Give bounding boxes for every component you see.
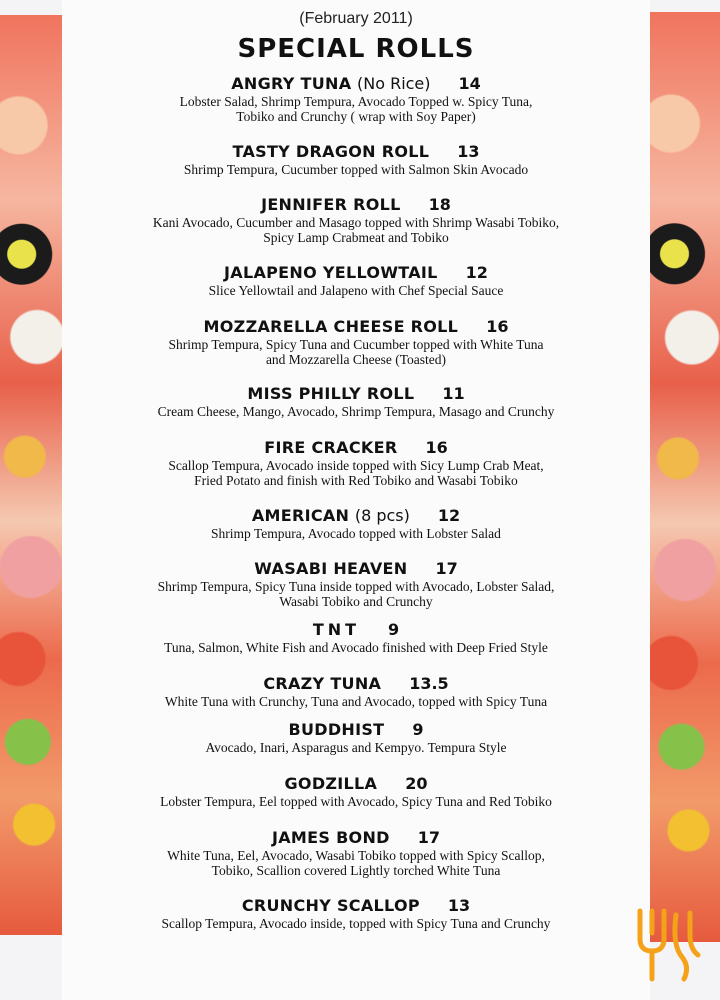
menu-title: SPECIAL ROLLS [237, 34, 475, 64]
item-price: 9 [412, 720, 424, 739]
item-note: (No Rice) [356, 74, 431, 93]
item-name: MISS PHILLY ROLL [247, 384, 415, 403]
item-desc-line: Scallop Tempura, Avocado inside, topped with Spicy Tuna and Crunchy [161, 916, 551, 931]
item-price: 17 [435, 559, 458, 578]
menu-item-mozzarella-cheese-roll [62, 317, 650, 367]
menu-item-wasabi-heaven [62, 559, 650, 609]
sushi-photo-right-border [650, 12, 720, 942]
item-name: JALAPENO YELLOWTAIL [224, 263, 438, 282]
item-note: (8 pcs) [354, 506, 410, 525]
item-desc-line: White Tuna with Crunchy, Tuna and Avocado, topped with Spicy Tuna [164, 694, 548, 709]
item-name: JAMES BOND [271, 828, 390, 847]
item-desc-line: Scallop Tempura, Avocado inside topped with Sicy Lump Crab Meat, [168, 458, 544, 473]
item-price: 16 [486, 317, 509, 336]
item-name: FIRE CRACKER [264, 438, 398, 457]
item-desc-line: Tuna, Salmon, White Fish and Avocado finished with Deep Fried Style [164, 640, 548, 655]
item-name: TNT [312, 620, 361, 639]
item-desc-line: Shrimp Tempura, Cucumber topped with Salmon Skin Avocado [183, 162, 529, 177]
menu-date: (February 2011) [299, 10, 413, 27]
item-name: CRUNCHY SCALLOP [241, 896, 420, 915]
item-price: 17 [417, 828, 440, 847]
item-price: 12 [437, 506, 461, 525]
item-name: MOZZARELLA CHEESE ROLL [203, 317, 459, 336]
menu-page [62, 0, 650, 1000]
menu-item-godzilla [62, 774, 650, 809]
sushi-photo-left-border [0, 15, 62, 935]
menu-item-jennifer-roll [62, 195, 650, 245]
item-desc-line: Shrimp Tempura, Spicy Tuna and Cucumber topped with White Tuna [168, 337, 544, 352]
item-desc-line: Spicy Lamp Crabmeat and Tobiko [263, 230, 449, 245]
menu-item-jalapeno-yellowtail [62, 263, 650, 298]
menu-item-crunchy-scallop [62, 896, 650, 931]
menu-item-crazy-tuna [62, 674, 650, 709]
item-desc-line: Lobster Tempura, Eel topped with Avocado, Spicy Tuna and Red Tobiko [160, 794, 552, 809]
item-price: 11 [442, 384, 465, 403]
item-price: 12 [465, 263, 488, 282]
item-price: 14 [458, 74, 481, 93]
item-name: CRAZY TUNA [263, 674, 382, 693]
item-desc-line: Tobiko, Scallion covered Lightly torched White Tuna [211, 863, 501, 878]
item-desc-line: Slice Yellowtail and Jalapeno with Chef Special Sauce [208, 283, 504, 298]
item-desc-line: Shrimp Tempura, Spicy Tuna inside topped with Avocado, Lobster Salad, [157, 579, 555, 594]
item-name: BUDDHIST [288, 720, 385, 739]
menu-item-american [62, 506, 650, 541]
item-desc-line: Lobster Salad, Shrimp Tempura, Avocado Topped w. Spicy Tuna, [179, 94, 533, 109]
item-desc-line: Kani Avocado, Cucumber and Masago topped with Shrimp Wasabi Tobiko, [152, 215, 560, 230]
item-name: GODZILLA [284, 774, 378, 793]
menu-item-buddhist [62, 720, 650, 755]
item-price: 9 [388, 620, 400, 639]
menu-item-angry-tuna [62, 74, 650, 124]
item-name: TASTY DRAGON ROLL [232, 142, 430, 161]
item-price: 13.5 [409, 674, 449, 693]
menu-item-tasty-dragon-roll [62, 142, 650, 177]
item-desc-line: Tobiko and Crunchy ( wrap with Soy Paper) [236, 109, 476, 124]
item-name: AMERICAN [251, 506, 350, 525]
item-name: ANGRY TUNA [231, 74, 352, 93]
item-desc-line: Wasabi Tobiko and Crunchy [279, 594, 433, 609]
menu-item-miss-philly-roll [62, 384, 650, 419]
item-price: 13 [457, 142, 480, 161]
item-desc-line: Avocado, Inari, Asparagus and Kempyo. Tempura Style [205, 740, 507, 755]
item-desc-line: Fried Potato and finish with Red Tobiko and Wasabi Tobiko [194, 473, 518, 488]
menu-item-fire-cracker [62, 438, 650, 488]
menu-item-james-bond [62, 828, 650, 878]
item-name: JENNIFER ROLL [261, 195, 401, 214]
item-desc-line: White Tuna, Eel, Avocado, Wasabi Tobiko topped with Spicy Scallop, [167, 848, 545, 863]
item-desc-line: Cream Cheese, Mango, Avocado, Shrimp Tempura, Masago and Crunchy [157, 404, 555, 419]
item-price: 18 [428, 195, 451, 214]
item-price: 13 [447, 896, 471, 915]
item-desc-line: and Mozzarella Cheese (Toasted) [265, 352, 447, 367]
item-price: 16 [425, 438, 448, 457]
menu-item-tnt [62, 620, 650, 655]
item-desc-line: Shrimp Tempura, Avocado topped with Lobster Salad [211, 526, 501, 541]
item-name: WASABI HEAVEN [254, 559, 408, 578]
fork-mark-logo-icon [632, 905, 704, 985]
item-price: 20 [405, 774, 428, 793]
